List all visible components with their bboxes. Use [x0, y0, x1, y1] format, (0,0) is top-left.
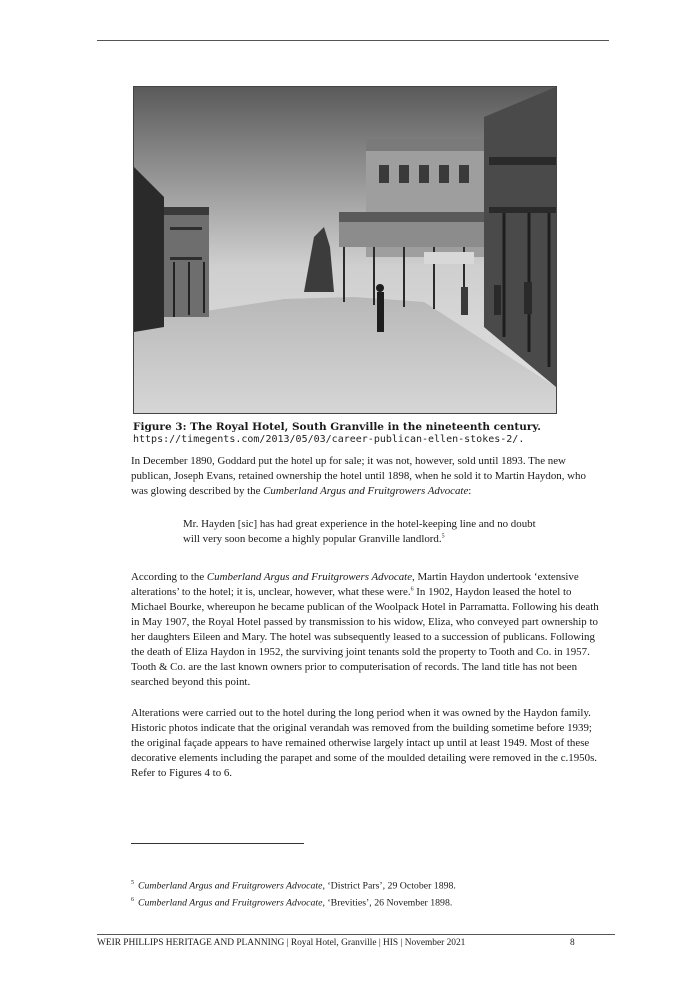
block-quote: Mr. Hayden [sic] has had great experience in the hotel-keeping line and no doubt will very soon become a highly popular Granville landlord.$^5$ — [183, 518, 536, 545]
figure-caption-url: https://timegents.com/2013/05/03/career-publican-ellen-stokes-2/. — [133, 434, 525, 445]
footnote-5: $^5$ Cumberland Argus and Fruitgrowers Advocate, ‘District Pars’, 29 October 1898. — [131, 880, 456, 892]
figure-caption-title: Figure 3: The Royal Hotel, South Granville in the nineteenth century. — [133, 421, 541, 433]
paragraph-3: Alterations were carried out to the hotel during the long period when it was owned by the Haydon family. Historic photos indicate that the original verandah was removed from the building sometime before 1939; the original façade appears to have remained otherwise largely intact up until at least 1949. Most of these decorative elements including the parapet and some of the moulded detailing were removed in the c.1950s. Refer to Figures 4 to 6. — [131, 707, 598, 779]
paragraph-1: In December 1890, Goddard put the hotel up for sale; it was not, however, sold until 1893. The new publican, Joseph Evans, retained ownership the hotel until 1898, when he sold it to Martin Haydon, who was glowing described by the Cumberland Argus and Fruitgrowers Advocate: — [131, 455, 586, 497]
paragraph-2: According to the Cumberland Argus and Fruitgrowers Advocate, Martin Haydon undertook ‘extensive alterations’ to the hotel; it is, unclear, however, what these were.$^6$ In 1902, Haydon leased the hotel to Michael Bourke, whereupon he became publican of the Woolpack Hotel in Parramatta. Following his death in May 1907, the Royal Hotel passed by transmission to his widow, Eliza, who conveyed part ownership to her daughters Eileen and Mary. The hotel was subsequently leased to a succession of publicans. Following the death of Eliza Haydon in 1952, the surviving joint tenants sold the property to Tooth and Co. in 1957. Tooth & Co. are the last known owners prior to computerisation of records. The land title has not been searched beyond this point. — [131, 571, 599, 688]
footnote-rule — [131, 843, 304, 844]
header-rule — [97, 40, 609, 41]
historic-photo — [133, 86, 557, 414]
footnote-ref-5: 5 — [441, 533, 445, 540]
footnote-6: $^6$ Cumberland Argus and Fruitgrowers Advocate, ‘Brevities’, 26 November 1898. — [131, 897, 453, 909]
footer-rule — [97, 934, 615, 935]
page-number: 8 — [570, 938, 575, 948]
page-footer: WEIR PHILLIPS HERITAGE AND PLANNING | Royal Hotel, Granville | HIS | November 2021 — [97, 938, 466, 948]
footnote-ref-6: 6 — [410, 586, 414, 593]
